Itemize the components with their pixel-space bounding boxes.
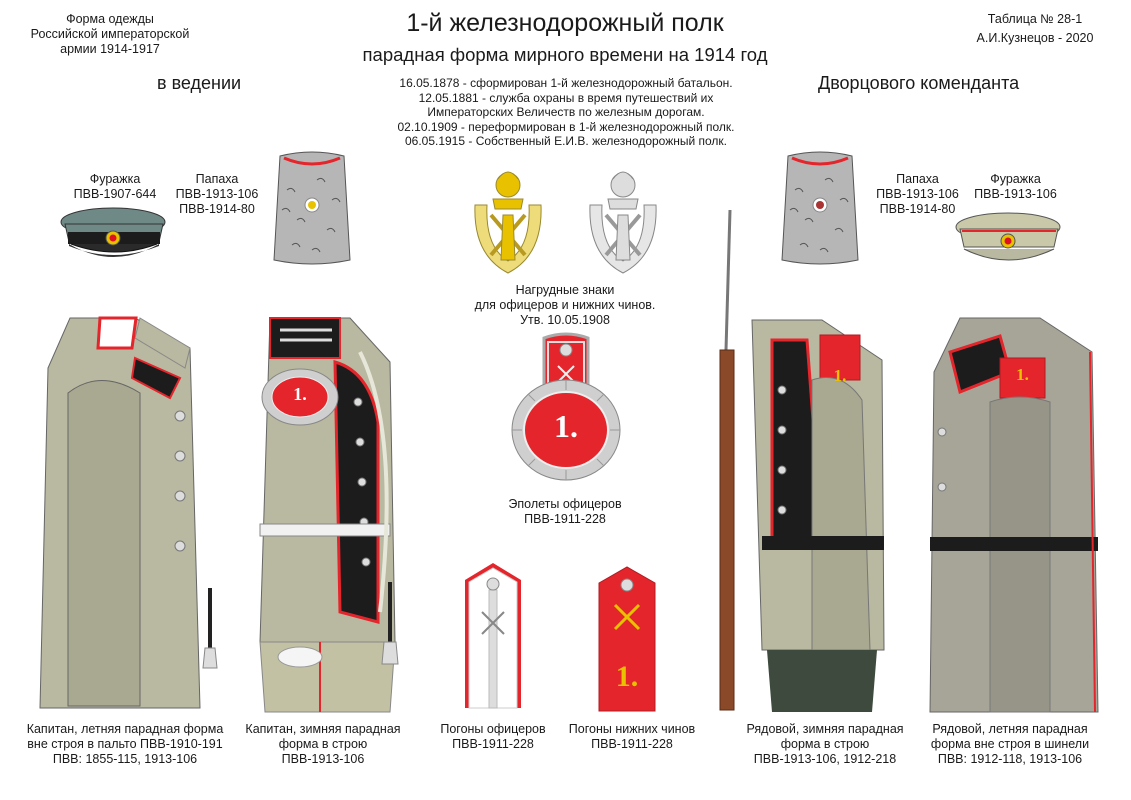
series-line-1: Форма одежды [66,12,154,26]
epaulette-label [490,497,640,527]
caption-line: Рядовой, зимняя парадная [746,722,904,736]
badges-label [460,283,670,328]
cap-right-label [968,172,1063,202]
fig4-numeral: 1. [1016,365,1029,384]
page-title: 1-й железнодорожный полк [406,9,724,37]
fig3-numeral: 1. [833,366,847,385]
label-line: для офицеров и нижних чинов. [474,298,656,312]
caption-line: Капитан, летняя парадная форма [26,722,224,736]
caption-line: ПВВ: 1855-115, 1913-106 [52,752,198,766]
label-line: ПВВ-1911-228 [591,737,673,751]
label-line: Папаха [896,172,939,186]
officer-breast-badge-icon [463,165,553,277]
figure-private-winter-tunic [712,210,897,712]
series-title [10,12,210,57]
series-line-2: Российской императорской [30,27,190,41]
caption-line: ПВВ-1913-106, 1912-218 [753,752,897,766]
caption-line: форма в строю [278,737,368,751]
regiment-history [362,76,770,149]
lower-rank-shoulder-board-label [562,722,702,752]
history-line: Императорских Величеств по железным дорогам. [427,105,705,119]
label-line: Эполеты офицеров [508,497,622,511]
figure-captain-summer-coat [40,308,220,708]
label-line: ПВВ-1911-228 [524,512,606,526]
officer-shoulder-board-label [428,722,558,752]
history-line: 02.10.1909 - переформирован в 1-й железнодорожный полк. [397,119,735,134]
fig3-caption [735,722,915,767]
label-line: Фуражка [89,172,141,186]
label-line: Погоны офицеров [440,722,546,736]
papakha-left-icon [262,150,362,270]
caption-line: вне строя в пальто ПВВ-1910-191 [27,737,223,751]
shoulder-board-numeral: 1. [615,660,639,693]
cap-left-label [60,172,170,202]
page-subtitle: парадная форма мирного времени на 1914 год [362,44,768,65]
subordination-right: Дворцового коменданта [818,73,1020,93]
author: А.И.Кузнецов - 2020 [976,31,1094,45]
history-line: 06.05.1915 - Собственный Е.И.В. железнодорожный полк. [404,134,728,148]
label-line: Утв. 10.05.1908 [520,313,610,327]
label-line: ПВВ-1913-106 [175,187,259,201]
label-line: ПВВ-1914-80 [179,202,255,216]
label-line: Фуражка [990,172,1041,186]
peaked-cap-right-icon [950,205,1070,275]
fig2-caption [238,722,408,767]
caption-line: ПВВ: 1912-118, 1913-106 [937,752,1083,766]
epaulette-numeral: 1. [554,408,578,444]
fig4-caption [920,722,1100,767]
fig2-numeral: 1. [293,384,307,404]
history-line: 12.05.1881 - служба охраны в время путешествий их [418,90,714,105]
table-number: Таблица № 28-1 [987,12,1083,26]
lower-rank-breast-badge-icon [578,165,668,277]
papakha-left-label [172,172,262,217]
series-line-3: армии 1914-1917 [60,42,160,56]
caption-line: форма в строю [780,737,870,751]
label-line: ПВВ-1911-228 [452,737,534,751]
fig1-caption [20,722,230,767]
subordination-left: в ведении [157,73,242,93]
history-line: 16.05.1878 - сформирован 1-й железнодорожный батальон. [399,76,733,90]
label-line: Папаха [195,172,239,186]
label-line: Погоны нижних чинов [568,722,696,736]
label-line: ПВВ-1913-106 [876,187,959,201]
label-line: ПВВ-1907-644 [73,187,157,201]
figure-captain-winter-tunic [240,312,405,712]
caption-line: форма вне строя в шинели [930,737,1090,751]
label-line: ПВВ-1914-80 [879,202,956,216]
label-line: ПВВ-1913-106 [974,187,1057,201]
caption-line: Капитан, зимняя парадная [245,722,401,736]
officer-shoulder-board-icon [462,560,524,712]
caption-line: Рядовой, летняя парадная [932,722,1088,736]
label-line: Нагрудные знаки [515,283,615,297]
caption-line: ПВВ-1913-106 [281,752,365,766]
peaked-cap-left-icon [55,200,175,270]
table-info [960,12,1110,46]
